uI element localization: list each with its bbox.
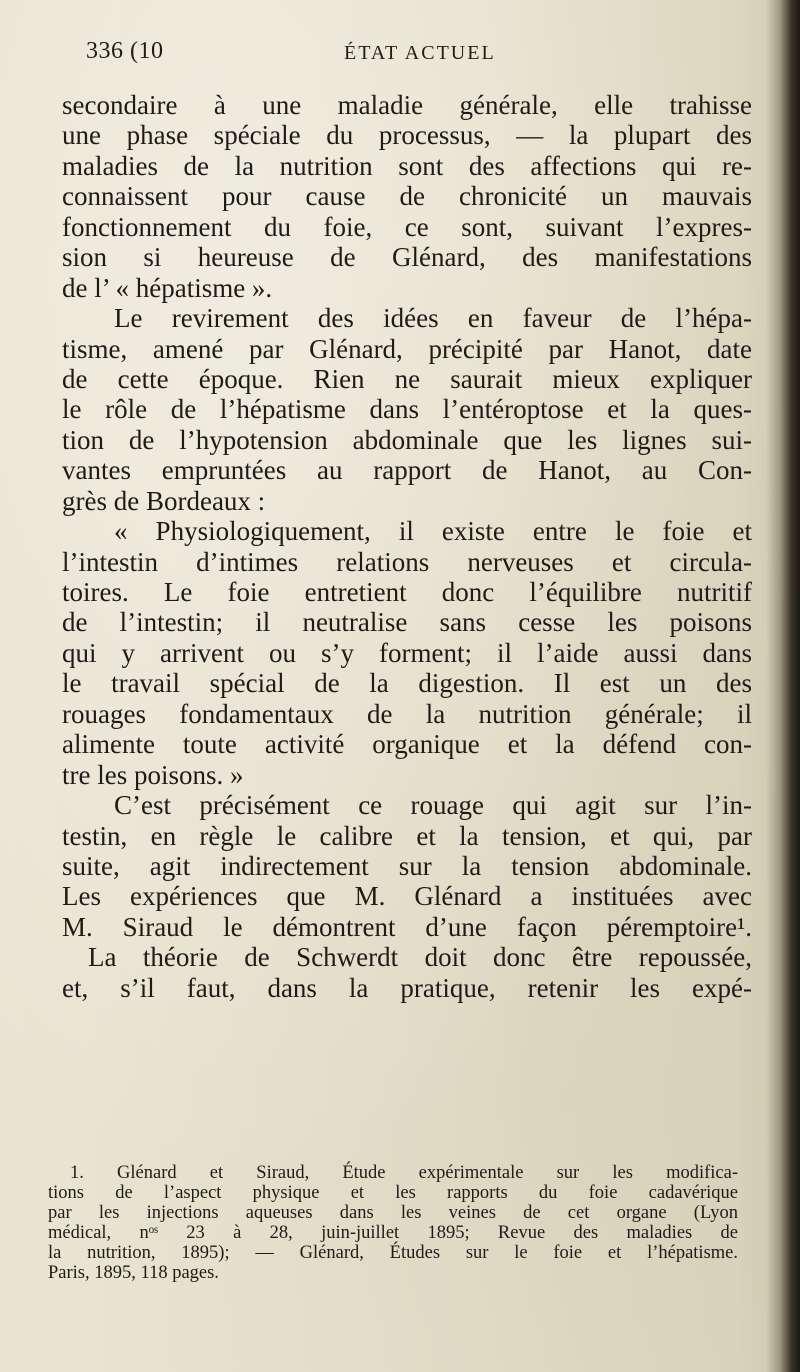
footnote-line: médical, nᵒˢ 23 à 28, juin-juillet 1895; Revue des maladies de xyxy=(48,1223,738,1243)
running-head: ÉTAT ACTUEL xyxy=(344,42,496,64)
body-line: grès de Bordeaux : xyxy=(62,485,266,516)
body-line: Les expériences que M. Glénard a instituées avec xyxy=(62,881,752,912)
body-line: M. Siraud le démontrent d’une façon péremptoire¹. xyxy=(62,911,752,942)
body-line: alimente toute activité organique et la défend con- xyxy=(62,729,752,760)
page-header xyxy=(86,38,746,78)
footnote-line: 1. Glénard et Siraud, Étude expérimentale sur les modifica- xyxy=(70,1163,738,1183)
body-line: une phase spéciale du processus, — la plupart des xyxy=(62,120,752,151)
body-text xyxy=(62,90,752,1003)
body-line: vantes empruntées au rapport de Hanot, au Con- xyxy=(62,455,752,486)
body-line: tre les poisons. » xyxy=(62,759,244,790)
body-line: sion si heureuse de Glénard, des manifestations xyxy=(62,242,752,273)
body-line: C’est précisément ce rouage qui agit sur l’in- xyxy=(114,790,752,821)
body-line: rouages fondamentaux de la nutrition générale; il xyxy=(62,698,752,729)
footnote-line: Paris, 1895, 118 pages. xyxy=(48,1263,219,1283)
body-line: tion de l’hypotension abdominale que les lignes sui- xyxy=(62,424,752,455)
body-line: de cette époque. Rien ne saurait mieux expliquer xyxy=(62,363,752,394)
body-line: le travail spécial de la digestion. Il est un des xyxy=(62,668,752,699)
body-line: maladies de la nutrition sont des affections qui re- xyxy=(62,150,752,181)
page-number: 336 (10 xyxy=(86,38,164,64)
body-line: de l’intestin; il neutralise sans cesse les poisons xyxy=(62,607,752,638)
body-line: suite, agit indirectement sur la tension abdominale. xyxy=(62,850,752,881)
body-line: tisme, amené par Glénard, précipité par Hanot, date xyxy=(62,333,752,364)
body-line: l’intestin d’intimes relations nerveuses et circula- xyxy=(62,546,752,577)
body-line: testin, en règle le calibre et la tension, et qui, par xyxy=(62,820,752,851)
body-line: secondaire à une maladie générale, elle trahisse xyxy=(62,90,752,120)
body-line: « Physiologiquement, il existe entre le foie et xyxy=(114,516,752,547)
footnote-line: par les injections aqueuses dans les veines de cet organe (Lyon xyxy=(48,1203,738,1223)
footnotes xyxy=(48,1163,738,1283)
footnote-line: la nutrition, 1895); — Glénard, Études sur le foie et l’hépatisme. xyxy=(48,1243,738,1263)
body-line: connaissent pour cause de chronicité un mauvais xyxy=(62,181,752,212)
body-line: Le revirement des idées en faveur de l’hépa- xyxy=(114,303,752,334)
body-line: qui y arrivent ou s’y forment; il l’aide aussi dans xyxy=(62,637,752,668)
body-line: de l’ « hépatisme ». xyxy=(62,272,273,303)
body-line: le rôle de l’hépatisme dans l’entéroptose et la ques- xyxy=(62,394,752,425)
footnote-line: tions de l’aspect physique et les rapports du foie cadavérique xyxy=(48,1183,738,1203)
body-line: toires. Le foie entretient donc l’équilibre nutritif xyxy=(62,577,752,607)
body-line: fonctionnement du foie, ce sont, suivant l’expres- xyxy=(62,211,752,242)
page-edge-shadow xyxy=(766,0,800,1372)
body-line: La théorie de Schwerdt doit donc être repoussée, xyxy=(88,942,752,973)
body-line: et, s’il faut, dans la pratique, retenir les expé- xyxy=(62,972,752,1003)
